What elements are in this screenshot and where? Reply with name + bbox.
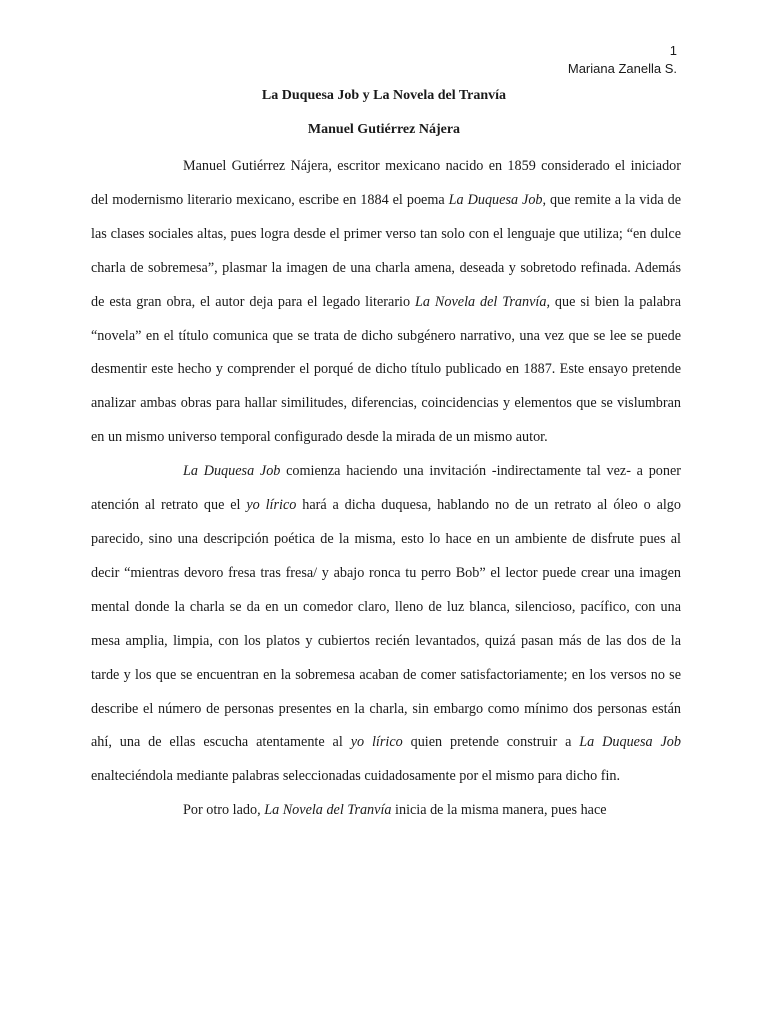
work-title-italic: La Duquesa Job	[183, 463, 281, 480]
page-number: 1	[669, 43, 677, 58]
paragraph-text: , que remite a la vida de las clases sociales altas, pues logra desde el primer verso tan solo con el lenguaje que utiliza; “en dulce charla de sobremesa”, plasmar la imagen de una charla amena, deseada y sobretodo refinada. Además de esta gran obra, el autor deja para el legado literario	[91, 191, 682, 310]
paragraph-tranvia	[91, 794, 681, 828]
essay-body	[91, 150, 681, 828]
paragraph-text: quien pretende construir a	[402, 734, 580, 751]
paragraph-duquesa	[91, 455, 681, 794]
paragraph-text: Manuel Gutiérrez Nájera, escritor mexicano nacido en 1859 considerado el iniciador del modernismo literario mexicano, escribe en 1884 el poema	[91, 158, 681, 208]
term-italic: yo lírico	[350, 734, 403, 751]
paragraph-text: comienza haciendo una invitación -indirectamente tal vez- a poner atención al retrato que el	[91, 463, 681, 514]
term-italic: yo lírico	[246, 497, 297, 514]
paragraph-text: inicia de la misma manera, pues hace	[391, 802, 607, 819]
essay-subtitle: Manuel Gutiérrez Nájera	[307, 122, 461, 137]
paragraph-text: enalteciéndola mediante palabras seleccionadas cuidadosamente por el mismo para dicho fin.	[91, 768, 621, 785]
paragraph-text: Por otro lado,	[183, 802, 265, 819]
paragraph-text: hará a dicha duquesa, hablando no de un retrato al óleo o algo parecido, sino una descripción poética de la misma, esto lo hace en un ambiente de disfrute pues al decir “mientras devoro fresa tras fresa/ y abajo ronca tu perro Bob” el lector puede crear una imagen mental donde la charla se da en un comedor claro, lleno de luz blanca, silencioso, pacífico, con una mesa amplia, limpia, con los platos y cubiertos recién levantados, quizá pasan más de las dos de la tarde y los que se encuentran en la sobremesa acaban de comer satisfactoriamente; en los versos no se describe el número de personas presentes en la charla, sin embargo como mínimo dos personas están ahí, una de ellas escucha atentamente al	[91, 497, 681, 751]
work-title-italic: La Novela del Tranvía,	[415, 293, 550, 310]
paragraph-text: que si bien la palabra “novela” en el título comunica que se trata de dicho subgénero narrativo, una vez que se lee se puede desmentir este hecho y comprender el porqué de dicho título publicado en 1887. Este ensayo pretende analizar ambas obras para hallar similitudes, diferencias, coincidencias y elementos que se vislumbran en un mismo universo temporal configurado desde la mirada de un mismo autor.	[91, 293, 681, 446]
work-title-italic: La Novela del Tranvía	[264, 802, 392, 819]
work-title-italic: La Duquesa Job	[579, 734, 681, 751]
work-title-italic: La Duquesa Job	[448, 191, 543, 208]
author-header: Mariana Zanella S.	[567, 61, 677, 76]
essay-title: La Duquesa Job y La Novela del Tranvía	[261, 88, 507, 103]
paragraph-intro	[91, 150, 681, 455]
